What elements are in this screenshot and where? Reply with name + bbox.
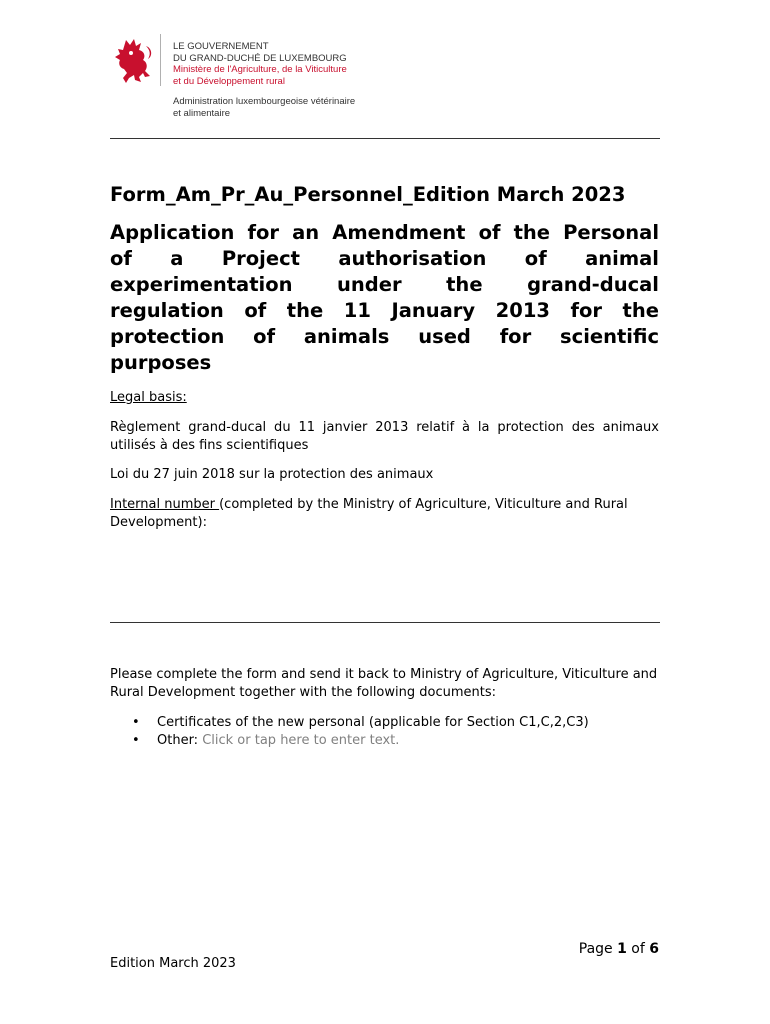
header-divider (110, 138, 660, 139)
gov-line-2: DU GRAND-DUCHÉ DE LUXEMBOURG (173, 52, 347, 64)
bullet-icon: • (132, 733, 140, 748)
list-item-other (110, 732, 659, 750)
internal-number-label: Internal number (110, 497, 220, 512)
form-id: Form_Am_Pr_Au_Personnel_Edition March 2023 (110, 183, 626, 206)
legal-text-reglement: Règlement grand-ducal du 11 janvier 2013 relatif à la protection des animaux utilisés à des fins scientifiques (110, 420, 659, 453)
government-name (173, 41, 347, 87)
other-text-field[interactable]: Click or tap here to enter text. (202, 733, 400, 748)
documents-list (110, 714, 659, 750)
page-prefix: Page (578, 941, 618, 957)
page-title (110, 220, 659, 376)
title-line-6: purposes (110, 351, 212, 374)
administration-name (173, 96, 355, 119)
luxembourg-lion-icon (112, 36, 156, 86)
list-item-text: Certificates of the new personal (applicable for Section C1,C,2,C3) (157, 715, 589, 730)
page-indicator (579, 941, 659, 957)
legal-basis-paragraph (110, 389, 659, 407)
legal-basis-label: Legal basis: (110, 390, 187, 405)
gov-line-1: LE GOUVERNEMENT (173, 41, 269, 52)
title-line-4: regulation of the 11 January 2013 for the (110, 299, 659, 322)
ministry-line-2: et du Développement rural (173, 75, 285, 87)
legal-text-loi: Loi du 27 juin 2018 sur la protection des animaux (110, 467, 434, 482)
title-line-5: protection of animals used for scientific (110, 325, 659, 348)
title-line-3: experimentation under the grand-ducal (110, 273, 659, 296)
admin-line-2: et alimentaire (173, 107, 231, 119)
admin-line-1: Administration luxembourgeoise vétérinaire (173, 96, 356, 107)
page-current: 1 (617, 941, 627, 957)
internal-number-paragraph (110, 496, 659, 532)
instructions-text: Please complete the form and send it back to Ministry of Agriculture, Viticulture and Rural Development together with the following documents: (110, 667, 658, 700)
bullet-icon: • (132, 715, 140, 730)
page-of: of (626, 941, 650, 957)
ministry-line-1: Ministère de l'Agriculture, de la Viticulture (173, 64, 347, 75)
title-line-2: of a Project authorisation of animal (110, 247, 659, 270)
list-item-certificates (110, 714, 659, 732)
internal-number-note: (completed by the Ministry of Agriculture, Viticulture and Rural Development): (110, 497, 628, 530)
footer-edition: Edition March 2023 (110, 956, 236, 971)
logo-divider (160, 34, 161, 86)
internal-number-field-line[interactable] (110, 622, 660, 623)
page-total: 6 (649, 941, 659, 957)
other-label: Other: (157, 733, 203, 748)
title-line-1: Application for an Amendment of the Personal (110, 221, 659, 244)
